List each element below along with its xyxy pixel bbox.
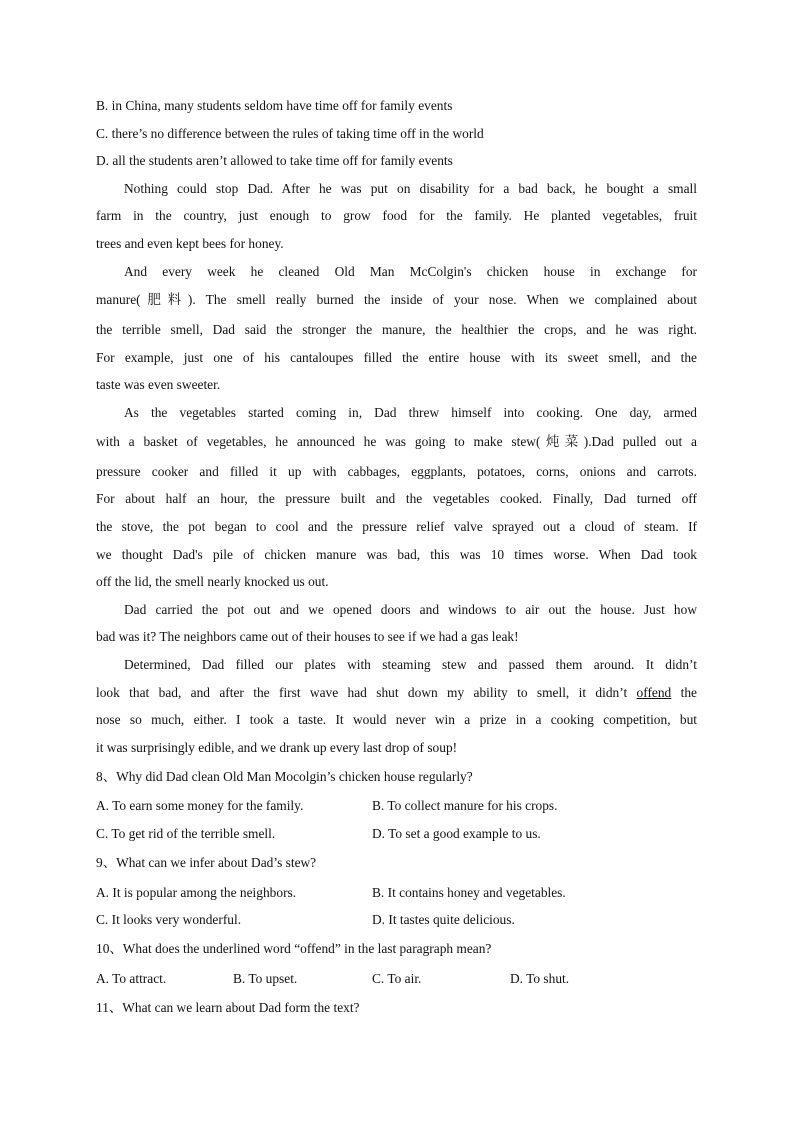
- q10-stem: 10、What does the underlined word “offend” in the last paragraph mean?: [96, 941, 492, 956]
- passage-p2-line4: For example, just one of his cantaloupes filled the entire house with its sweet smell, and the: [96, 350, 697, 365]
- q10-option-d: D. To shut.: [510, 971, 570, 986]
- q9-option-c: C. It looks very wonderful.: [96, 912, 242, 927]
- passage-p3-line7: off the lid, the smell nearly knocked us out.: [96, 574, 329, 589]
- q7-option-b: B. in China, many students seldom have time off for family events: [96, 98, 453, 113]
- q10-option-b: B. To upset.: [233, 971, 298, 986]
- passage-p2-line2: manure(肥料). The smell really burned the inside of your nose. When we complained about: [96, 292, 697, 307]
- q11-stem: 11、What can we learn about Dad form the text?: [96, 1000, 360, 1015]
- q9-option-b: B. It contains honey and vegetables.: [372, 885, 566, 900]
- passage-p4-line1: Dad carried the pot out and we opened doors and windows to air out the house. Just how: [124, 602, 697, 617]
- passage-p4-line2: bad was it? The neighbors came out of their houses to see if we had a gas leak!: [96, 629, 519, 644]
- passage-p3-line5: the stove, the pot began to cool and the pressure relief valve sprayed out a cloud of steam. If: [96, 519, 697, 534]
- passage-p2-line5: taste was even sweeter.: [96, 377, 221, 392]
- q8-option-a: A. To earn some money for the family.: [96, 798, 304, 813]
- passage-p5-line2-before: look that bad, and after the first wave had shut down my ability to smell, it didn’t: [96, 685, 637, 700]
- q7-option-d: D. all the students aren’t allowed to take time off for family events: [96, 153, 453, 168]
- passage-p3-line6: we thought Dad's pile of chicken manure was bad, this was 10 times worse. When Dad took: [96, 547, 697, 562]
- passage-p1-line1: Nothing could stop Dad. After he was put on disability for a bad back, he bought a small: [124, 181, 697, 196]
- q10-option-c: C. To air.: [372, 971, 422, 986]
- q9-stem: 9、What can we infer about Dad’s stew?: [96, 855, 317, 870]
- q7-option-c: C. there’s no difference between the rules of taking time off in the world: [96, 126, 484, 141]
- q8-option-c: C. To get rid of the terrible smell.: [96, 826, 276, 841]
- passage-p3-line4: For about half an hour, the pressure built and the vegetables cooked. Finally, Dad turned off: [96, 491, 697, 506]
- passage-p1-line3: trees and even kept bees for honey.: [96, 236, 284, 251]
- q10-option-a: A. To attract.: [96, 971, 167, 986]
- passage-p3-line2: with a basket of vegetables, he announced he was going to make stew(炖菜).Dad pulled out a: [96, 434, 697, 449]
- q9-option-d: D. It tastes quite delicious.: [372, 912, 515, 927]
- underlined-word-offend: offend: [636, 685, 672, 700]
- passage-p1-line2: farm in the country, just enough to grow food for the family. He planted vegetables, fruit: [96, 208, 697, 223]
- q8-option-b: B. To collect manure for his crops.: [372, 798, 558, 813]
- q9-option-a: A. It is popular among the neighbors.: [96, 885, 297, 900]
- passage-p5-line2: [96, 684, 697, 702]
- passage-p2-line1: And every week he cleaned Old Man McColgin's chicken house in exchange for: [124, 264, 697, 279]
- passage-p3-line3: pressure cooker and filled it up with cabbages, eggplants, potatoes, corns, onions and carrots.: [96, 464, 697, 479]
- passage-p5-line3: nose so much, either. I took a taste. It would never win a prize in a cooking competition, but: [96, 712, 697, 727]
- q8-stem: 8、Why did Dad clean Old Man Mocolgin’s chicken house regularly?: [96, 769, 473, 784]
- passage-p3-line1: As the vegetables started coming in, Dad threw himself into cooking. One day, armed: [124, 405, 697, 420]
- passage-p5-line4: it was surprisingly edible, and we drank up every last drop of soup!: [96, 740, 458, 755]
- passage-p2-line3: the terrible smell, Dad said the stronger the manure, the healthier the crops, and he was right.: [96, 322, 697, 337]
- passage-p5-line1: Determined, Dad filled our plates with steaming stew and passed them around. It didn’t: [124, 657, 697, 672]
- passage-p5-line2-after: the: [671, 685, 697, 700]
- q8-option-d: D. To set a good example to us.: [372, 826, 541, 841]
